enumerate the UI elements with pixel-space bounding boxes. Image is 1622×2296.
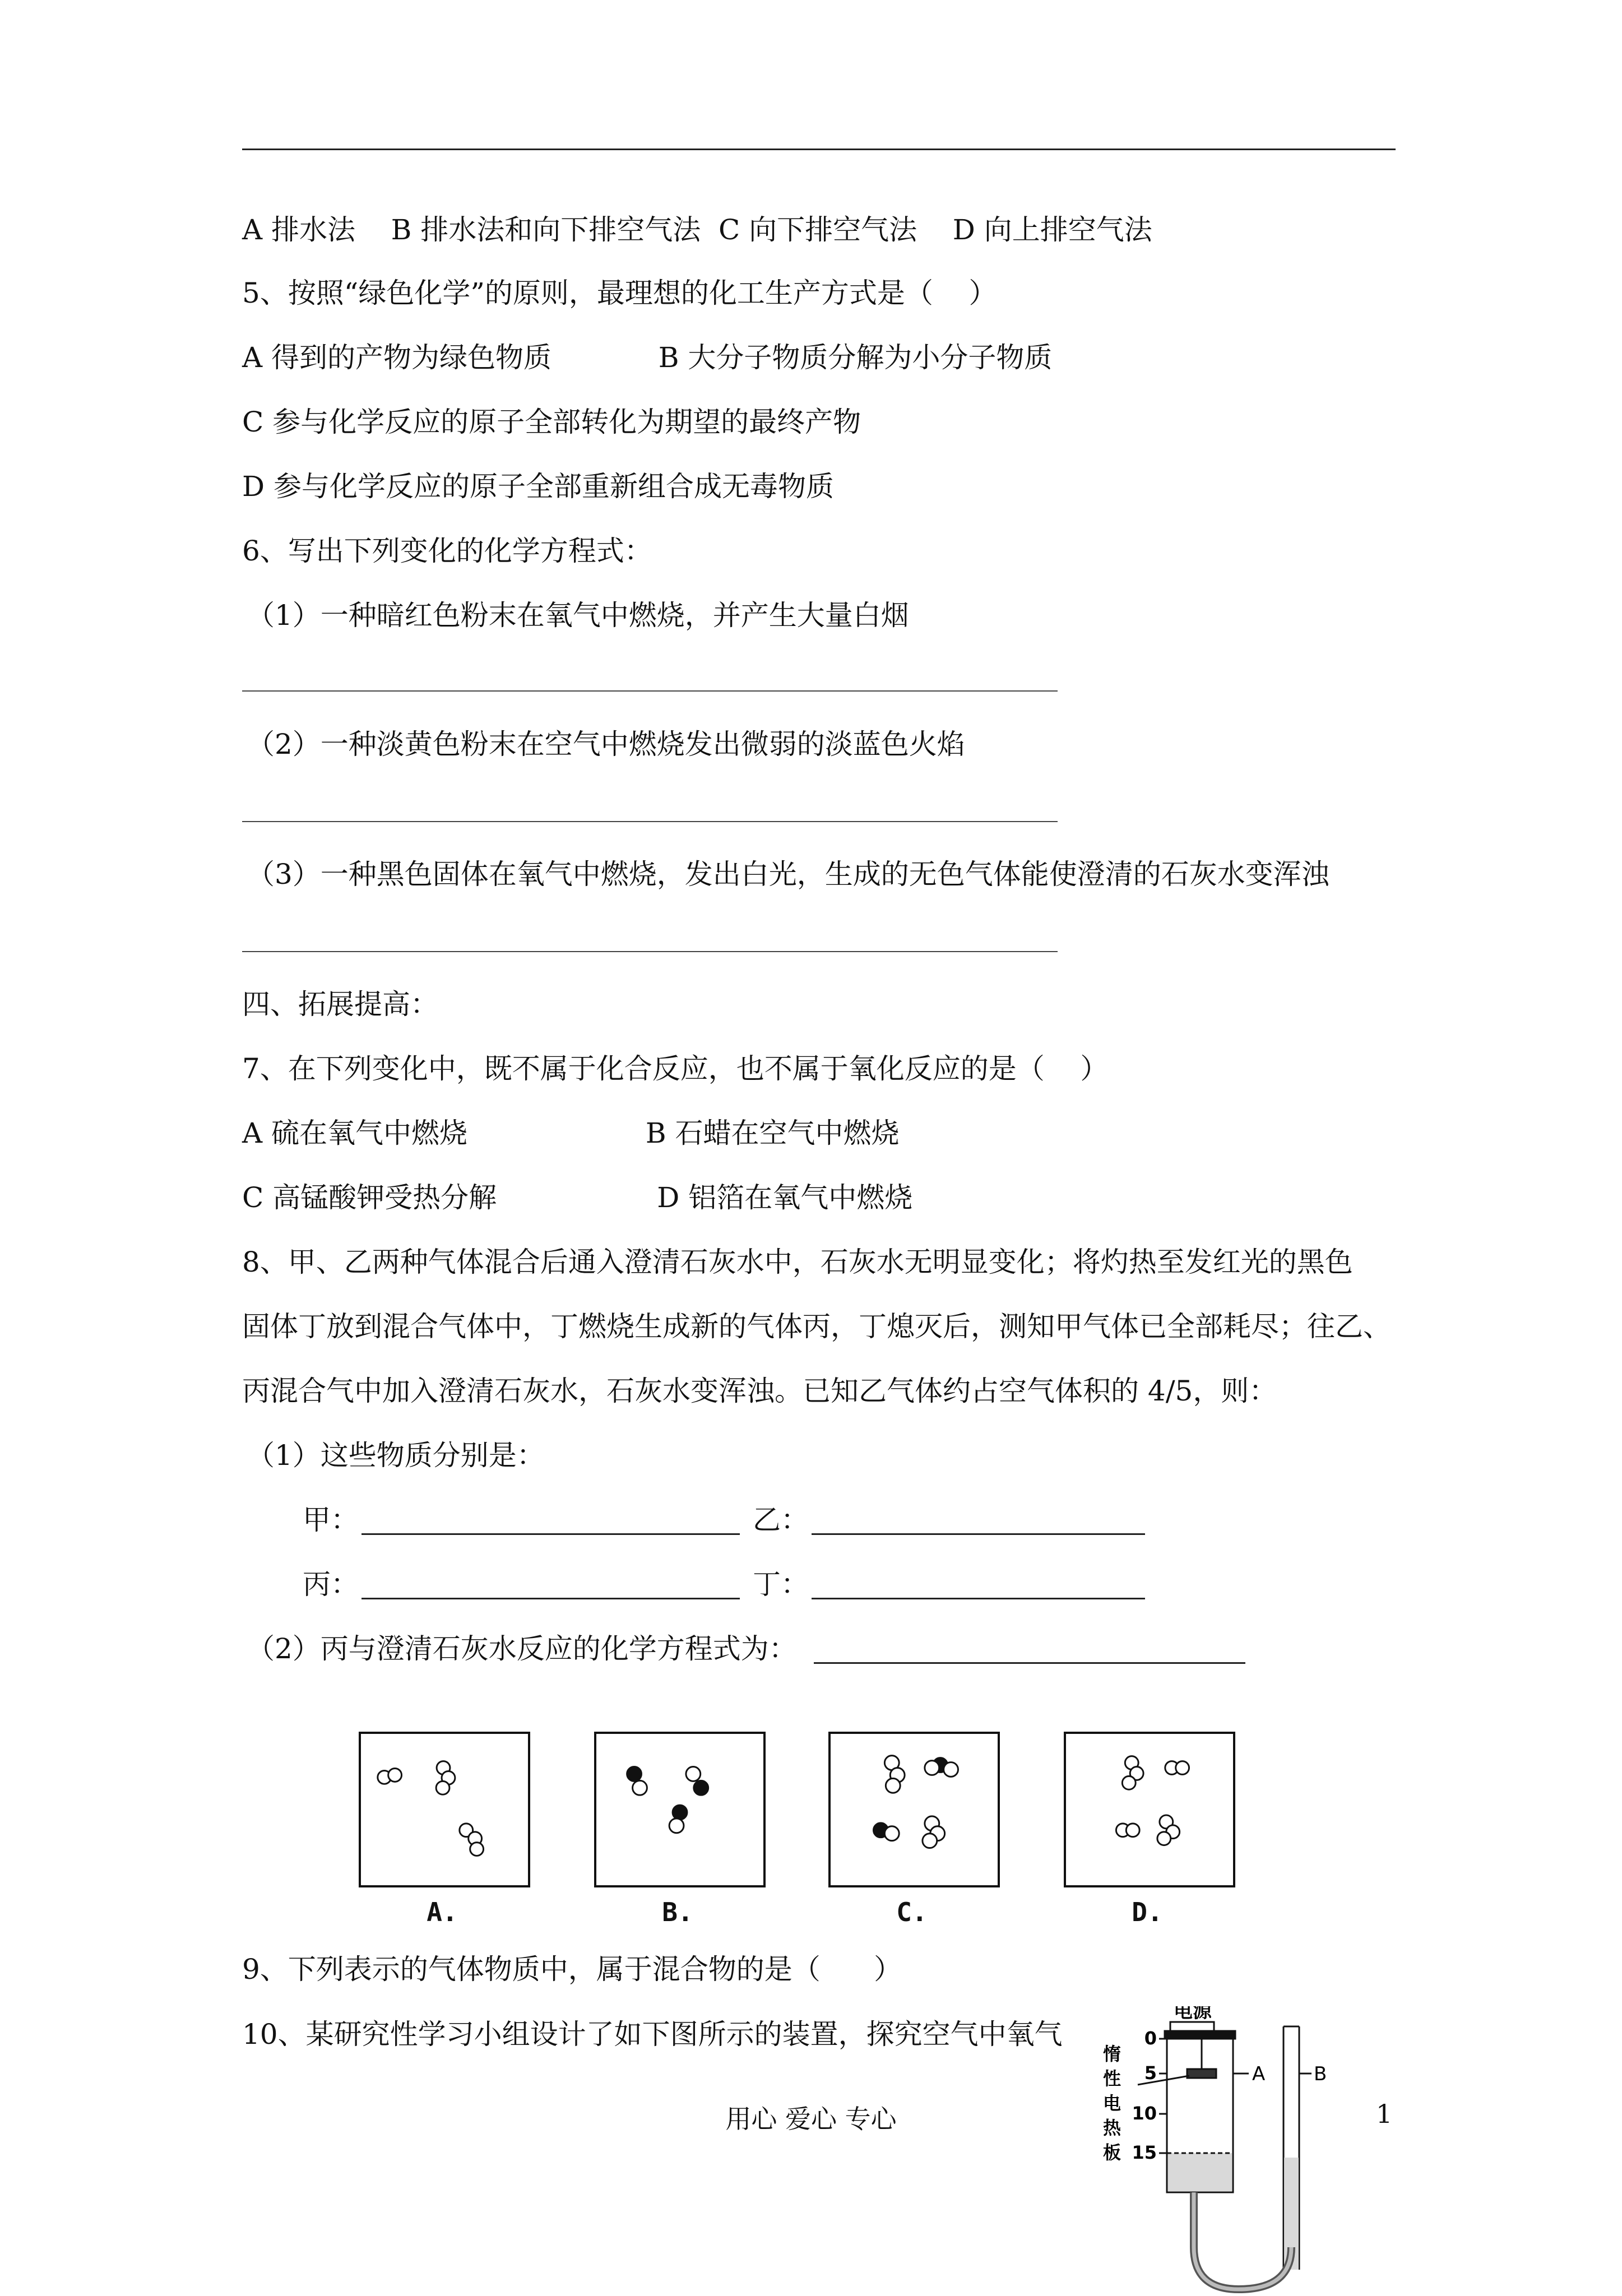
label-jia: 甲： — [303, 1504, 359, 1536]
answer-bing[interactable] — [362, 1598, 740, 1599]
header-rule — [242, 149, 1396, 150]
molecule-box-b-drawing — [596, 1734, 763, 1885]
scale-5: 5 — [1144, 2062, 1157, 2084]
q8-stem-line1: 8、甲、乙两种气体混合后通入澄清石灰水中，石灰水无明显变化；将灼热至发红光的黑色 — [242, 1246, 1353, 1278]
answer-ding[interactable] — [812, 1598, 1145, 1599]
side-label-3: 电 — [1102, 2093, 1122, 2114]
q8-part1: （1）这些物质分别是： — [247, 1439, 545, 1472]
molecule-diagrams — [359, 1732, 1233, 1933]
power-label: 电源 — [1174, 2006, 1212, 2023]
answer-yi[interactable] — [812, 1533, 1145, 1535]
q6-answer-line-1[interactable] — [242, 690, 1058, 692]
side-label-2: 性 — [1102, 2068, 1122, 2089]
q5-option-d: D 参与化学反应的原子全部重新组合成无毒物质 — [242, 470, 834, 503]
molecule-box-d-drawing — [1066, 1734, 1233, 1885]
label-yi: 乙： — [753, 1504, 809, 1536]
molecule-box-c-drawing — [831, 1734, 998, 1885]
q7-options-cd: C 高锰酸钾受热分解 D 铝箔在氧气中燃烧 — [242, 1181, 913, 1214]
q6-part2: （2）一种淡黄色粉末在空气中燃烧发出微弱的淡蓝色火焰 — [247, 728, 965, 760]
q6-answer-line-3[interactable] — [242, 951, 1058, 952]
label-a: A — [1252, 2063, 1266, 2085]
q8-stem-line3: 丙混合气中加入澄清石灰水，石灰水变浑浊。已知乙气体约占空气体积的 4/5，则： — [242, 1375, 1277, 1407]
q6-part3: （3）一种黑色固体在氧气中燃烧，发出白光，生成的无色气体能使澄清的石灰水变浑浊 — [247, 858, 1329, 890]
q4-options: A 排水法 B 排水法和向下排空气法 C 向下排空气法 D 向上排空气法 — [242, 214, 1152, 246]
figure-label-c: C. — [896, 1897, 928, 1927]
q8-stem-line2: 固体丁放到混合气体中，丁燃烧生成新的气体丙，丁熄灭后，测知甲气体已全部耗尽；往乙、 — [242, 1310, 1391, 1343]
scale-15: 15 — [1132, 2142, 1157, 2163]
molecule-box-a — [359, 1732, 530, 1887]
q7-options-ab: A 硫在氧气中燃烧 B 石蜡在空气中燃烧 — [242, 1117, 900, 1149]
q6-answer-line-2[interactable] — [242, 821, 1058, 822]
label-ding: 丁： — [753, 1568, 809, 1601]
label-b: B — [1314, 2063, 1327, 2085]
figure-label-b: B. — [662, 1897, 693, 1927]
q8-part2: （2）丙与澄清石灰水反应的化学方程式为： — [247, 1632, 797, 1665]
molecule-box-b — [594, 1732, 766, 1887]
side-label-1: 惰 — [1102, 2043, 1122, 2065]
scale-0: 0 — [1144, 2028, 1157, 2049]
page-footer: 用心 爱心 专心 — [725, 2104, 897, 2134]
q5-options-ab: A 得到的产物为绿色物质 B 大分子物质分解为小分子物质 — [242, 341, 1053, 374]
q7-stem: 7、在下列变化中，既不属于化合反应，也不属于氧化反应的是（ ） — [242, 1052, 1109, 1085]
molecule-box-c — [828, 1732, 1000, 1887]
q6-stem: 6、写出下列变化的化学方程式： — [242, 535, 652, 567]
apparatus-figure — [1099, 2006, 1368, 2294]
figure-label-a: A. — [427, 1897, 458, 1927]
answer-equation[interactable] — [814, 1662, 1245, 1664]
molecule-box-d — [1064, 1732, 1235, 1887]
answer-jia[interactable] — [362, 1533, 740, 1535]
side-label-4: 热 — [1102, 2117, 1122, 2139]
section-4-heading: 四、拓展提高： — [242, 988, 438, 1021]
q10-stem: 10、某研究性学习小组设计了如下图所示的装置，探究空气中氧气 — [242, 2018, 1063, 2051]
q6-part1: （1）一种暗红色粉末在氧气中燃烧，并产生大量白烟 — [247, 599, 909, 632]
page-number: 1 — [1376, 2099, 1393, 2129]
scale-10: 10 — [1132, 2103, 1157, 2124]
q9-stem: 9、下列表示的气体物质中，属于混合物的是（ ） — [242, 1953, 902, 1986]
figure-label-d: D. — [1132, 1897, 1163, 1927]
side-label-5: 板 — [1102, 2142, 1122, 2163]
label-bing: 丙： — [303, 1568, 359, 1601]
molecule-box-a-drawing — [361, 1734, 528, 1885]
apparatus-drawing — [1099, 2006, 1368, 2294]
q5-option-c: C 参与化学反应的原子全部转化为期望的最终产物 — [242, 406, 861, 438]
q5-stem: 5、按照“绿色化学”的原则，最理想的化工生产方式是（ ） — [242, 277, 997, 309]
